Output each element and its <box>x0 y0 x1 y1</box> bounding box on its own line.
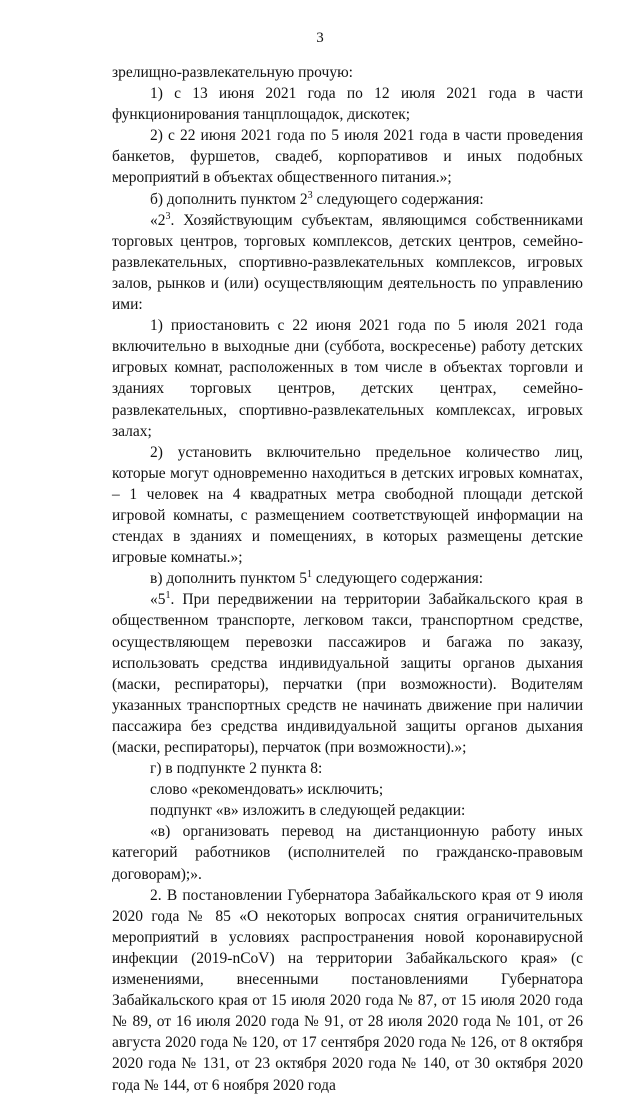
superscript: 1 <box>307 569 312 581</box>
paragraph-text: 1) с 13 июня 2021 года по 12 июля 2021 года в части функционирования танцплощадок, дискотек; <box>112 85 583 124</box>
paragraph-text: г) в подпункте 2 пункта 8: <box>150 760 323 778</box>
superscript: 3 <box>165 210 171 222</box>
paragraph-text: следующего содержания: <box>312 190 484 208</box>
paragraph <box>112 758 583 779</box>
paragraph <box>112 779 583 800</box>
paragraph <box>112 315 583 442</box>
paragraph <box>112 568 583 589</box>
paragraph <box>112 210 583 315</box>
paragraph-text: 1) приостановить с 22 июня 2021 года по 5 июля 2021 года включительно в выходные дни (суббота, воскресенье) работу детских игровых комнат, расположенных в том числе в объектах торговли и зданиях торговых центров, детских центрах, семейно-развлекательных, спортивно-развлекательных комплексах, игровых залах; <box>112 317 583 440</box>
paragraph-text: «2 <box>150 211 166 229</box>
paragraph <box>112 62 583 83</box>
paragraph-text: 2. В постановлении Губернатора Забайкальского края от 9 июля 2020 года № 85 «О некоторых вопросах снятия ограничительных мероприятий в условиях распространения новой коронавирусной инфекции (2019-nCoV) на территории Забайкальского края» (с изменениями, внесенными постановлениями Губернатора Забайкальского края от 15 июля 2020 года № 87, от 15 июля 2020 года № 89, от 16 июля 2020 года № 91, от 28 июля 2020 года № 101, от 26 августа 2020 года № 120, от 17 сентября 2020 года № 126, от 8 октября 2020 года № 131, от 23 октября 2020 года № 140, от 30 октября 2020 года № 144, от 6 ноября 2020 года <box>112 886 583 1094</box>
superscript: 3 <box>307 189 313 201</box>
paragraph <box>112 83 583 125</box>
paragraph-text: подпункт «в» изложить в следующей редакции: <box>150 802 466 820</box>
paragraph-text: б) дополнить пунктом 2 <box>150 190 308 208</box>
superscript: 1 <box>165 590 171 602</box>
paragraph-text: 2) с 22 июня 2021 года по 5 июля 2021 года в части проведения банкетов, фуршетов, свадеб, корпоративов и иных подобных мероприятий в объектах общественного питания.»; <box>112 127 583 187</box>
paragraph-text: . При передвижении на территории Забайкальского края в общественном транспорте, легковом такси, транспортном средстве, осуществляющем перевозки пассажиров и багажа по заказу, использовать средства индивидуальной защиты органов дыхания (маски, респираторы), перчатки (при возможности). Водителям указанных транспортных средств не начинать движение при наличии пассажира без средства индивидуальной защиты органов дыхания (маски, респираторы), перчаток (при возможности).»; <box>112 591 583 756</box>
paragraph <box>112 821 583 884</box>
paragraph <box>112 800 583 821</box>
page-number: 3 <box>316 30 324 46</box>
paragraph <box>112 189 583 210</box>
paragraph-text: «5 <box>150 591 166 609</box>
paragraph-text: . Хозяйствующим субъектам, являющимся собственниками торговых центров, торговых комплексов, детских центров, семейно-развлекательных, спортивно-развлекательных комплексов, игровых залов, рынков и (или) осуществляющим деятельность по управлению ими: <box>112 211 583 314</box>
paragraph-text: зрелищно-развлекательную прочую: <box>112 64 353 81</box>
paragraph <box>112 442 583 569</box>
paragraph <box>112 885 583 1096</box>
paragraph <box>112 589 583 758</box>
paragraph-text: 2) установить включительно предельное количество лиц, которые могут одновременно находиться в детских игровых комнатах, – 1 человек на 4 квадратных метра свободной площади детской игровой комнаты, с размещением соответствующей информации на стендах в зданиях и помещениях, в которых размещены детские игровые комнаты.»; <box>112 443 583 567</box>
paragraph-text: следующего содержания: <box>312 570 484 588</box>
document-body <box>112 62 583 1096</box>
paragraph-text: «в) организовать перевод на дистанционную работу иных категорий работников (исполнителей по гражданско-правовым договорам);». <box>112 823 583 883</box>
paragraph-text: слово «рекомендовать» исключить; <box>150 781 384 799</box>
paragraph-text: в) дополнить пунктом 5 <box>150 570 307 588</box>
paragraph <box>112 125 583 188</box>
